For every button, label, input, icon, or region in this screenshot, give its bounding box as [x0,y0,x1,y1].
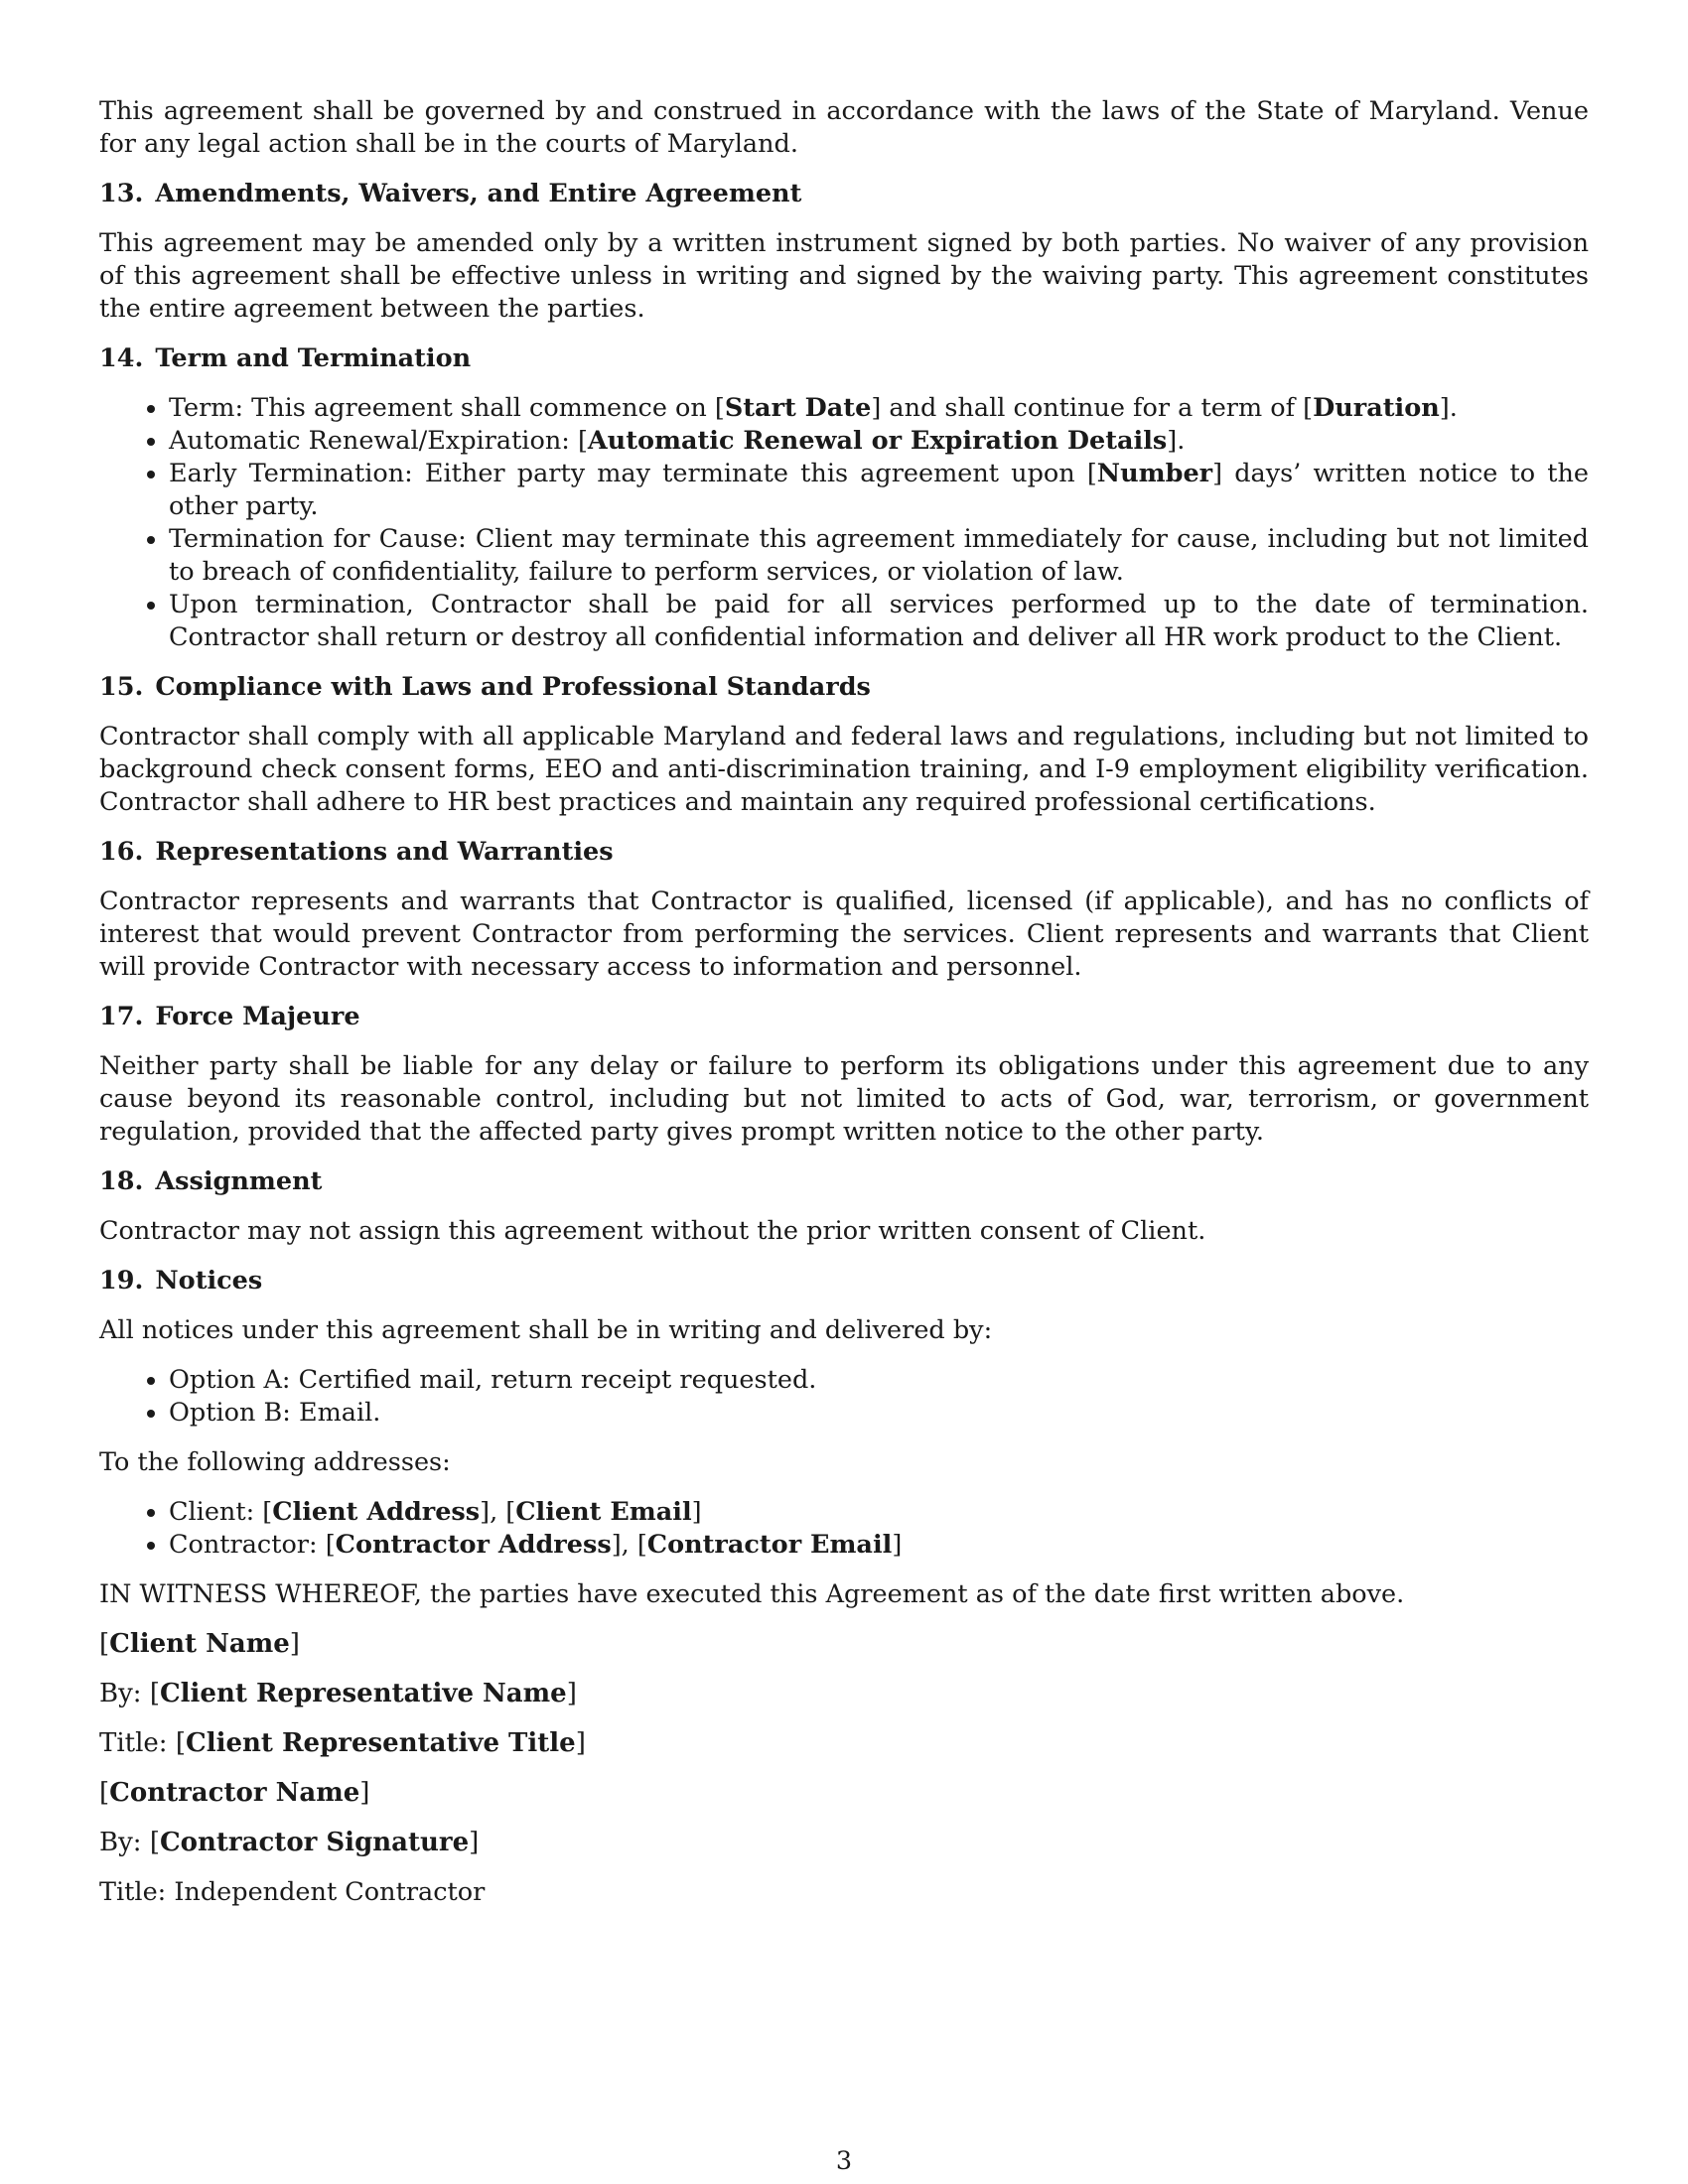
section-18-heading [99,1165,1589,1198]
section-15-body: Contractor shall comply with all applicable Maryland and federal laws and regulations, including but not limited to background check consent forms, EEO and anti-discrimination training, and I-9 employment eligibility verification. Contractor shall adhere to HR best practices and maintain any required professional certifications. [99,722,1589,817]
section-14-heading [99,342,1589,375]
early-termination-text-1: Early Termination: Either party may terminate this agreement upon [169,459,1087,488]
section-13-number: 13. [99,179,144,208]
contractor-title-label: Title: [99,1877,175,1907]
contractor-address-field: Contractor Address [335,1530,612,1560]
section-15-number: 15. [99,672,144,702]
section-19-title: Notices [155,1266,263,1296]
list-item-early-termination: • Early Termination: Either party may terminate this agreement upon [Number] days’ written notice to the other party. [169,458,1589,523]
list-item-contractor-address: • Contractor: [Contractor Address], [Contractor Email] [169,1529,1589,1562]
renewal-details-field: Automatic Renewal or Expiration Details [587,426,1168,456]
section-18-body: Contractor may not assign this agreement without the prior written consent of Client. [99,1216,1206,1246]
list-item-option-a: • Option A: Certified mail, return receipt requested. [169,1364,1589,1397]
renewal-text-1: Automatic Renewal/Expiration: [169,426,578,456]
section-15-heading [99,671,1589,704]
contractor-email-field: Contractor Email [646,1530,893,1560]
client-address-label: Client: [169,1497,263,1527]
page-number: 3 [835,2146,853,2176]
section-13-heading [99,178,1589,210]
document-page [99,95,1589,1926]
early-termination-text-2: days’ written notice to the other party. [169,459,1589,521]
addresses-intro: To the following addresses: [99,1447,451,1477]
section-15-title: Compliance with Laws and Professional Standards [155,672,871,702]
section-19-number: 19. [99,1266,144,1296]
section-16-number: 16. [99,837,144,867]
list-item-renewal: • Automatic Renewal/Expiration: [Automatic Renewal or Expiration Details]. [169,425,1589,458]
number-field: Number [1096,459,1213,488]
client-title-line: Title: [Client Representative Title] [99,1728,586,1758]
client-rep-title-field: Client Representative Title [186,1728,576,1758]
section-14-number: 14. [99,343,144,373]
section-17-body: Neither party shall be liable for any delay or failure to perform its obligations under this agreement due to any cause beyond its reasonable control, including but not limited to acts of God, war, terrorism, or government regulation, provided that the affected party gives prompt written notice to the other party. [99,1051,1589,1147]
client-address-field: Client Address [272,1497,481,1527]
witness-statement: IN WITNESS WHEREOF, the parties have executed this Agreement as of the date first written above. [99,1579,1405,1609]
duration-field: Duration [1313,393,1440,423]
list-item-client-address: • Client: [Client Address], [Client Email] [169,1496,1589,1529]
client-title-label: Title: [99,1728,176,1758]
section-16-body: Contractor represents and warrants that Contractor is qualified, licensed (if applicable), and has no conflicts of interest that would prevent Contractor from performing the services. Client represents and warrants that Client will provide Contractor with necessary access to information and personnel. [99,887,1589,982]
contractor-title-line [99,1876,1589,1909]
governing-law-paragraph: This agreement shall be governed by and construed in accordance with the laws of the State of Maryland. Venue for any legal action shall be in the courts of Maryland. [99,96,1589,159]
list-item-option-b: • Option B: Email. [169,1397,1589,1430]
contractor-title-value: Independent Contractor [174,1877,486,1907]
contractor-address-label: Contractor: [169,1530,326,1560]
contractor-by-label: By: [99,1828,150,1857]
client-name-line: [Client Name] [99,1629,300,1659]
contractor-name-field: Contractor Name [109,1778,360,1808]
section-16-heading [99,836,1589,869]
client-email-field: Client Email [515,1497,692,1527]
section-16-title: Representations and Warranties [155,837,614,867]
section-17-number: 17. [99,1002,144,1031]
renewal-text-2: . [1177,426,1186,456]
list-item-term: • Term: This agreement shall commence on [Start Date] and shall continue for a term of [Duration]. [169,392,1589,425]
section-17-heading [99,1001,1589,1033]
section-19-heading [99,1265,1589,1297]
notice-options-list [99,1364,1589,1430]
section-18-title: Assignment [155,1166,323,1196]
section-14-title: Term and Termination [155,343,472,373]
term-text-3: . [1449,393,1458,423]
list-item-upon-termination: • Upon termination, Contractor shall be paid for all services performed up to the date of termination. Contractor shall return or destroy all confidential information and deliver all HR work product to the Client. [169,589,1589,654]
section-17-title: Force Majeure [155,1002,360,1031]
signature-block [99,1628,1589,1909]
client-name-field: Client Name [109,1629,290,1659]
term-text-2: and shall continue for a term of [881,393,1304,423]
section-18-number: 18. [99,1166,144,1196]
client-by-line: By: [Client Representative Name] [99,1679,577,1708]
client-rep-name-field: Client Representative Name [159,1679,567,1708]
section-13-title: Amendments, Waivers, and Entire Agreement [155,179,802,208]
contractor-by-line: By: [Contractor Signature] [99,1828,480,1857]
term-text-1: Term: This agreement shall commence on [169,393,715,423]
list-item-termination-for-cause: • Termination for Cause: Client may terminate this agreement immediately for cause, including but not limited to breach of confidentiality, failure to perform services, or violation of law. [169,523,1589,589]
client-by-label: By: [99,1679,150,1708]
term-termination-list [99,392,1589,654]
section-19-body: All notices under this agreement shall be in writing and delivered by: [99,1315,993,1345]
contractor-name-line: [Contractor Name] [99,1778,370,1808]
addresses-list [99,1496,1589,1562]
contractor-signature-field: Contractor Signature [159,1828,470,1857]
section-13-body: This agreement may be amended only by a written instrument signed by both parties. No waiver of any provision of this agreement shall be effective unless in writing and signed by the waiving party. This agreement constitutes the entire agreement between the parties. [99,228,1589,324]
start-date-field: Start Date [724,393,872,423]
